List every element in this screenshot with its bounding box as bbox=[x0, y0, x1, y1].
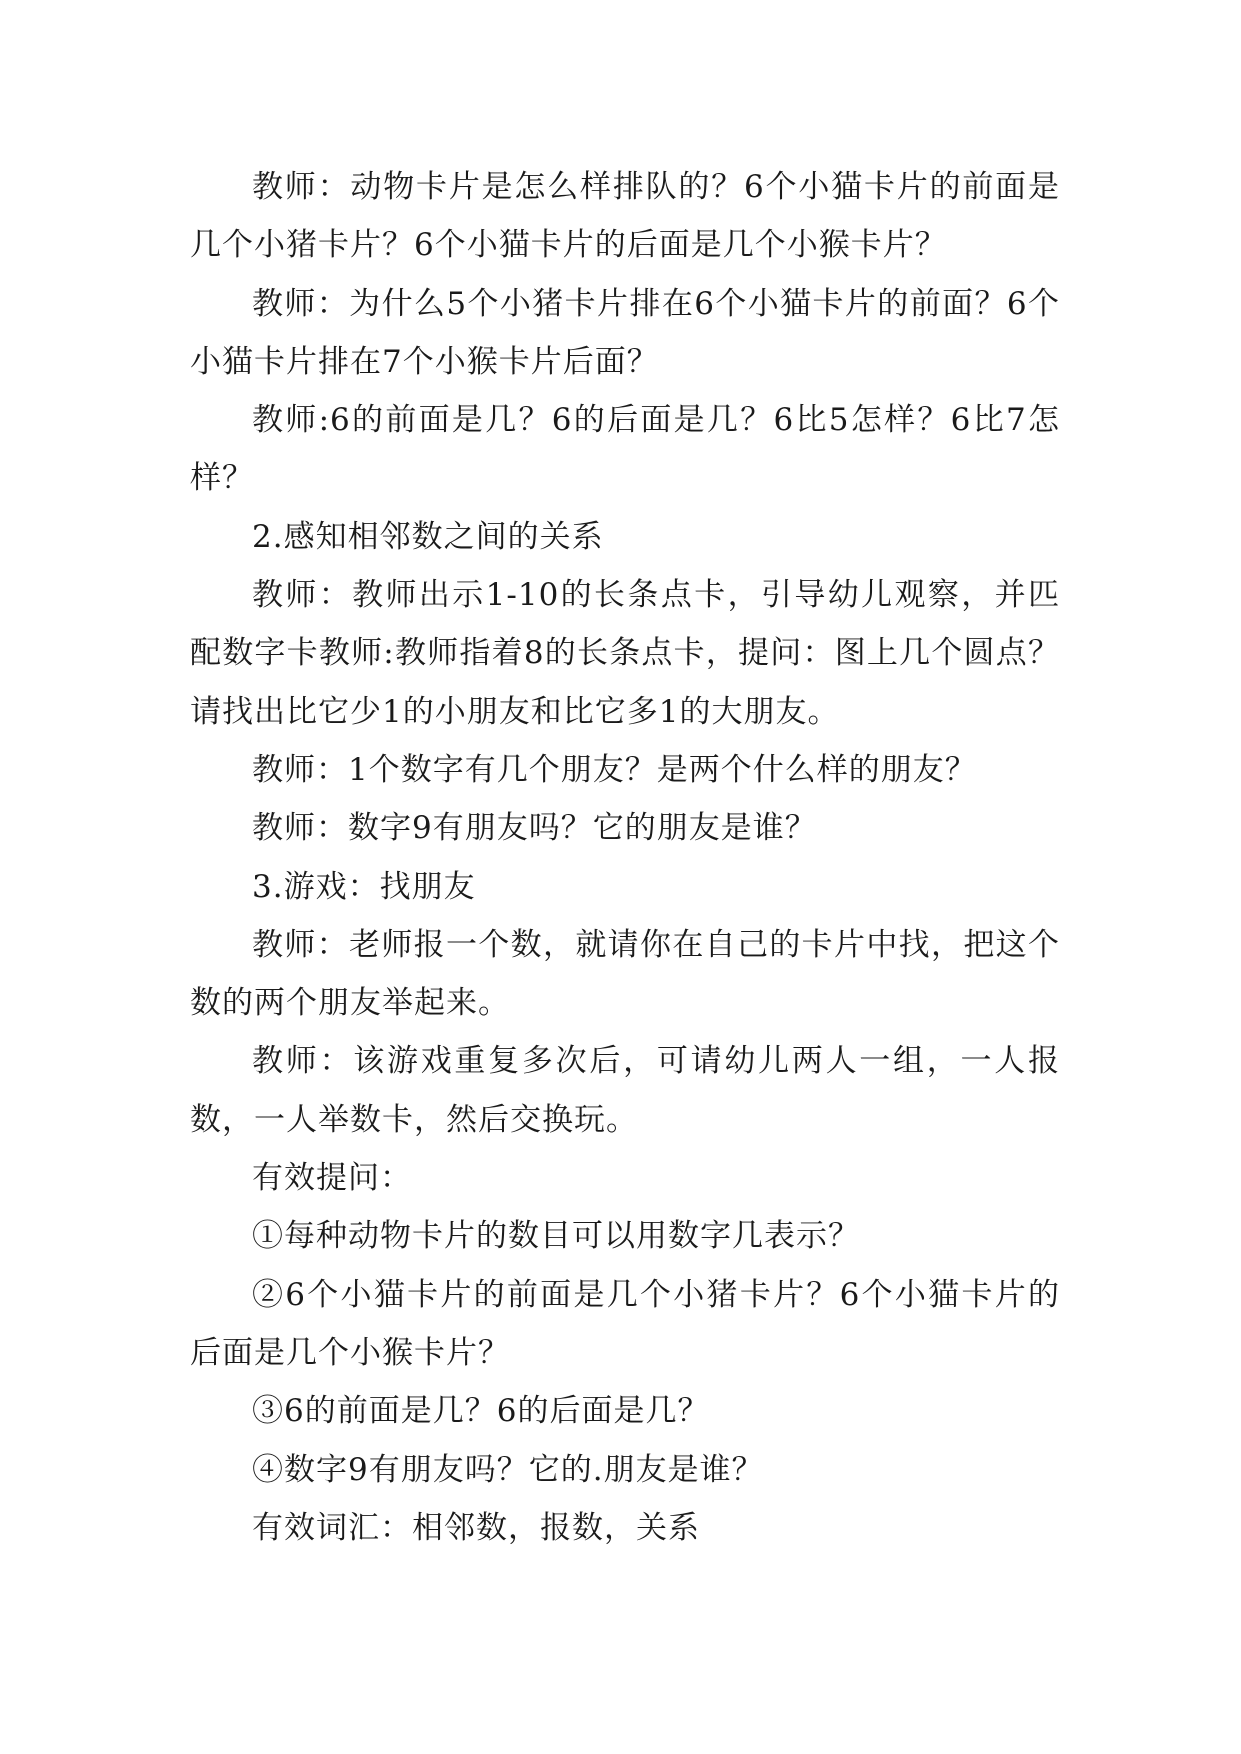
paragraph-teacher-animal-cards: 教师：动物卡片是怎么样排队的？6个小猫卡片的前面是几个小猪卡片？6个小猫卡片的后面是几个小猴卡片？ bbox=[190, 169, 1060, 264]
section-heading-game: 3.游戏：找朋友 bbox=[252, 868, 476, 905]
question-item-2: ②6个小猫卡片的前面是几个小猪卡片？6个小猫卡片的后面是几个小猴卡片？ bbox=[190, 1276, 1060, 1371]
paragraph-teacher-dot-cards: 教师：教师出示1-10的长条点卡，引导幼儿观察，并匹配数字卡教师:教师指着8的长条点卡，提问：图上几个圆点？请找出比它少1的小朋友和比它多1的大朋友。 bbox=[190, 577, 1060, 730]
question-item-1: ①每种动物卡片的数目可以用数字几表示？ bbox=[252, 1218, 860, 1255]
document-body bbox=[190, 158, 1060, 1557]
paragraph-teacher-game-repeat: 教师：该游戏重复多次后，可请幼儿两人一组，一人报数，一人举数卡，然后交换玩。 bbox=[190, 1043, 1060, 1138]
paragraph-teacher-before-after-6: 教师:6的前面是几？6的后面是几？6比5怎样？6比7怎样？ bbox=[190, 402, 1060, 497]
section-heading-adjacent-numbers: 2.感知相邻数之间的关系 bbox=[252, 518, 604, 555]
question-item-3: ③6的前面是几？6的后面是几？ bbox=[252, 1393, 710, 1430]
paragraph-teacher-number-9: 教师：数字9有朋友吗？它的朋友是谁？ bbox=[252, 810, 817, 847]
paragraph-teacher-number-friends: 教师：1个数字有几个朋友？是两个什么样的朋友？ bbox=[252, 751, 977, 788]
paragraph-teacher-game-rules: 教师：老师报一个数，就请你在自己的卡片中找，把这个数的两个朋友举起来。 bbox=[190, 926, 1060, 1022]
paragraph-teacher-why-order: 教师：为什么5个小猪卡片排在6个小猫卡片的前面？6个小猫卡片排在7个小猴卡片后面？ bbox=[190, 285, 1060, 380]
heading-effective-questions: 有效提问： bbox=[252, 1160, 412, 1197]
paragraph-effective-vocabulary: 有效词汇：相邻数，报数，关系 bbox=[252, 1509, 700, 1546]
question-item-4: ④数字9有朋友吗？它的.朋友是谁？ bbox=[252, 1451, 764, 1488]
